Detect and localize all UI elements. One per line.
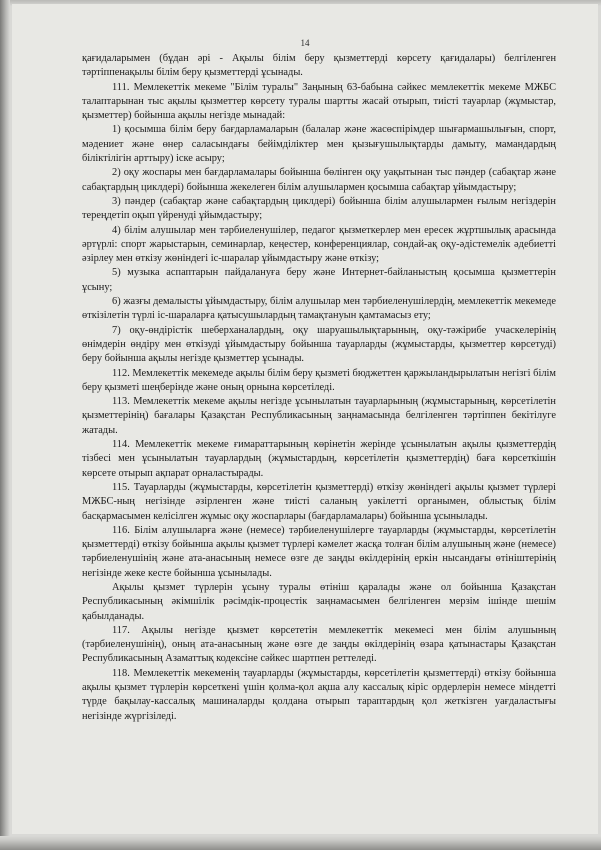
paragraph: Ақылы қызмет түрлерін ұсыну туралы өтініш қаралады және ол бойынша Қазақстан Республикасының әкімшілік рәсімдік-процестік заңнамасымен белгіленген мерзім ішінде шешім қабылданады. bbox=[82, 581, 556, 622]
scan-left-edge bbox=[0, 0, 10, 850]
scan-bottom-edge bbox=[0, 836, 601, 850]
document-body bbox=[82, 52, 556, 724]
paragraph: 2) оқу жоспары мен бағдарламалары бойынша бөлінген оқу уақытынан тыс пәндер (сабақтар және сабақтардың циклдері) бойынша жекелеген білім алушылармен қосымша сабақтар ұйымдастыру; bbox=[82, 167, 556, 193]
paragraph: 1) қосымша білім беру бағдарламаларын (балалар және жасөспірімдер шығармашылығын, спорт, мәдениет және өнер саласындағы бейімділіктер мен қызығушылықтарды дамыту, мамандардың біліктілігін арттыру) іске асыру; bbox=[82, 124, 556, 165]
paragraph: 117. Ақылы негізде қызмет көрсететін мемлекеттік мекемесі мен білім алушының (тәрбиеленушінің), оның ата-анасының және өзге де заңды өкілдерінің өзара қатынастары Қазақстан Республикасының Азаматтық кодексіне сәйкес шартпен реттеледі. bbox=[82, 624, 556, 665]
paragraph: 6) жазғы демалысты ұйымдастыру, білім алушылар мен тәрбиеленушілердің, мемлекеттік мекемеде өткізілетін түрлі іс-шараларға қатысушылардың тамақтануын қамтамасыз ету; bbox=[82, 296, 556, 322]
paragraph: 4) білім алушылар мен тәрбиеленушілер, педагог қызметкерлер мен ересек жұртшылық арасында әртүрлі: спорт жарыстарын, семинарлар, кеңестер, конференциялар, сондай-ақ оқу-әдістемелік әдебиетті әзірлеу мен өткізу жөніндегі іс-шаралар ұйымдастыру және өткізу; bbox=[82, 224, 556, 265]
paragraph: 116. Білім алушыларға және (немесе) тәрбиеленушілерге тауарларды (жұмыстарды, көрсетілетін қызметтерді) өткізу бойынша ақылы қызмет түрлері кәмелет жасқа толған білім алушының және (немесе) тәрбиеленушінің және ата-анасының немесе өзге де заңды өкілдерінің еркін нысандағы өтініштерінің негізінде жеке кесте бойынша ұсынылады. bbox=[82, 524, 556, 579]
paragraph: қағидаларымен (бұдан әрі - Ақылы білім беру қызметтерді көрсету қағидалары) белгіленген тәртіппенақылы білім беру қызметтерді ұсынады. bbox=[82, 53, 556, 79]
paragraph: 115. Тауарларды (жұмыстарды, көрсетілетін қызметтерді) өткізу жөніндегі ақылы қызмет түрлері МЖБС-ның негізінде әзірленген және тиісті саланың уәкілетті органымен, облыстық білім басқармасымен келісілген жұмыс оқу жоспарлары (бағдарламалары) бойынша ұсынылады. bbox=[82, 481, 556, 522]
paragraph: 112. Мемлекеттік мекемеде ақылы білім беру қызметі бюджеттен қаржыландырылатын негізгі білім беру қызметі шеңберінде және оның орнына көрсетіледі. bbox=[82, 367, 556, 393]
paragraph: 118. Мемлекеттік мекеменің тауарларды (жұмыстарды, көрсетілетін қызметтерді) өткізу бойынша ақылы қызмет түрлерін көрсеткені үшін қолма-қол ақша алу кассалық кіріс ордерлерін немесе міндетті түрде бақылау-кассалық машиналарды қолдана отырып тараптардың қол жеткізген уағдаластығы негізінде жүргізіледі. bbox=[82, 667, 556, 722]
paragraph: 5) музыка аспаптарын пайдалануға беру және Интернет-байланыстың қосымша қызметтерін ұсыну; bbox=[82, 267, 556, 293]
paragraph: 7) оқу-өндірістік шеберханалардың, оқу шаруашылықтарының, оқу-тәжірибе учаскелерінің өнімдерін өндіру мен өткізуді ұйымдастыру бойынша тауарларды (жұмыстарды, қызметтер көрсетуді) беру бойынша ақылы негізде қызметтер ұсынады. bbox=[82, 324, 556, 365]
paragraph: 113. Мемлекеттік мекеме ақылы негізде ұсынылатын тауарларының (жұмыстарының, көрсетілетін қызметтерінің) бағалары Қазақстан Республикасының заңнамасында белгіленген тәртіппен бекітілуге жатады. bbox=[82, 396, 556, 436]
paragraph: 3) пәндер (сабақтар және сабақтардың циклдері) бойынша білім алушылармен ғылым негіздерін тереңдетіп оқып үйренуді ұйымдастыру; bbox=[82, 195, 556, 222]
page-number: 14 bbox=[300, 38, 310, 48]
document-page bbox=[12, 4, 598, 834]
paragraph: 111. Мемлекеттік мекеме "Білім туралы" Заңының 63-бабына сәйкес мемлекеттік мекеме МЖБС талаптарынан тыс ақылы қызметтер көрсету туралы шартты жасай отырып, тиісті тауарлар (жұмыстар, қызметтер) бойынша ақылы негізде мынадай: bbox=[82, 81, 556, 122]
paragraph: 114. Мемлекеттік мекеме ғимараттарының көрінетін жерінде ұсынылатын ақылы қызметтердің тізбесі мен ұсынылатын тауарлардың (жұмыстардың, көрсетілетін қызметтердің) баға көрсеткішін көрсете отырып ақпарат орналастырады. bbox=[82, 439, 556, 479]
